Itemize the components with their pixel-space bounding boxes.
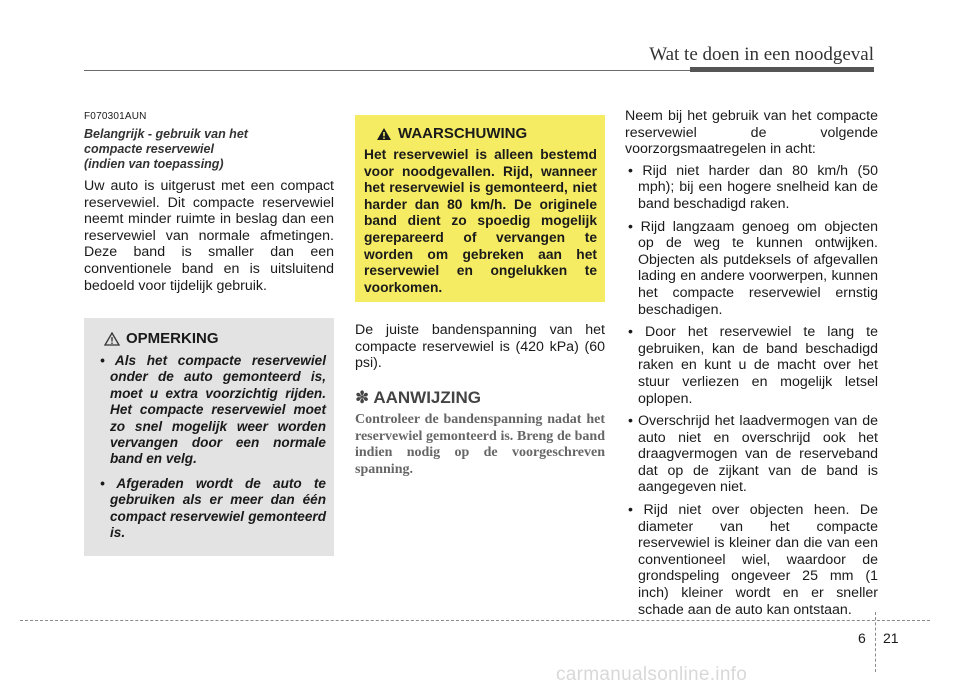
precautions-intro: Neem bij het gebruik van het compacte reservewiel de volgende voorzorgsmaatregelen in acht:: [625, 108, 878, 158]
note-title: [104, 330, 326, 347]
subheading-line-1: Belangrijk - gebruik van het: [84, 127, 248, 141]
precaution-item: • Rijd langzaam genoeg om objecten op de weg te kunnen ontwijken. Objecten als putdeksels of afgevallen lading en andere voorwerpen, kunnen het compacte reservewiel ernstig beschadigen.: [628, 218, 878, 318]
note-item: • Afgeraden wordt de auto te gebruiken als er meer dan één compact reservewiel gemonteerd is.: [100, 475, 326, 541]
precaution-item: • Rijd niet over objecten heen. De diameter van het compacte reservewiel is kleiner dan die van een conventioneel wiel, waardoor de grondspeling ongeveer 25 mm (1 inch) kleiner wordt en er sneller schade aan de auto kan ontstaan.: [628, 502, 878, 618]
footer-divider: [875, 612, 876, 672]
warning-triangle-icon: [376, 127, 392, 141]
caution-triangle-icon: [104, 332, 120, 346]
section-code: F070301AUN: [84, 111, 147, 122]
note-list: [96, 353, 326, 541]
subheading-line-3: (indien van toepassing): [84, 157, 224, 171]
note-title-text: OPMERKING: [126, 330, 219, 347]
warning-title-text: WAARSCHUWING: [398, 125, 528, 142]
note-item: • Als het compacte reservewiel onder de auto gemonteerd is, moet u extra voorzichtig rijden. Het compacte reservewiel moet zo snel mogelijk weer worden vervangen door een normale band en velg.: [100, 353, 326, 467]
warning-title: [376, 125, 597, 142]
chapter-number: 6: [858, 630, 866, 646]
watermark: carmanualsonline.info: [556, 664, 748, 685]
tip-text: Controleer de bandenspanning nadat het reservewiel gemonteerd is. Breng de band indien nodig op de voorgeschreven spanning.: [355, 412, 605, 477]
note-box: [84, 318, 334, 556]
subheading-line-2: compacte reservewiel: [84, 142, 214, 156]
tip-heading: ✽ AANWIJZING: [355, 388, 481, 407]
right-column: [625, 108, 878, 624]
section-subheading: [84, 127, 334, 172]
intro-paragraph: Uw auto is uitgerust met een compact reservewiel. Dit compacte reservewiel neemt minder ruimte in beslag dan een reservewiel van normale afmetingen. Deze band is smaller dan een conventionele band en is uitsluitend bedoeld voor tijdelijk gebruik.: [84, 178, 334, 294]
precaution-item: • Overschrijd het laadvermogen van de auto niet en overschrijd ook het draagvermogen van de reserveband dat op de zijkant van de band is aangegeven niet.: [628, 413, 878, 496]
page-number: 21: [883, 630, 899, 646]
pressure-paragraph: De juiste bandenspanning van het compacte reservewiel is (420 kPa) (60 psi).: [355, 322, 605, 372]
left-column: [84, 108, 334, 294]
warning-text: Het reservewiel is alleen bestemd voor noodgevallen. Rijd, wanneer het reservewiel is gemonteerd, niet harder dan 80 km/h. De originele band dient zo spoedig mogelijk gerepareerd of vervangen te worden om gebreken aan het reservewiel en ongelukken te voorkomen.: [364, 147, 597, 295]
precaution-item: • Rijd niet harder dan 80 km/h (50 mph); bij een hogere snelheid kan de band beschadigd raken.: [628, 162, 878, 212]
page-header-title: Wat te doen in een noodgeval: [649, 44, 874, 65]
header-rule-accent: [690, 67, 874, 72]
warning-box: [355, 115, 605, 302]
precautions-list: [625, 163, 878, 618]
precaution-item: • Door het reservewiel te lang te gebruiken, kan de band beschadigd raken en kunt u de macht over het stuur verliezen en mogelijk letsel oplopen.: [628, 324, 878, 407]
footer-rule: [20, 620, 930, 621]
